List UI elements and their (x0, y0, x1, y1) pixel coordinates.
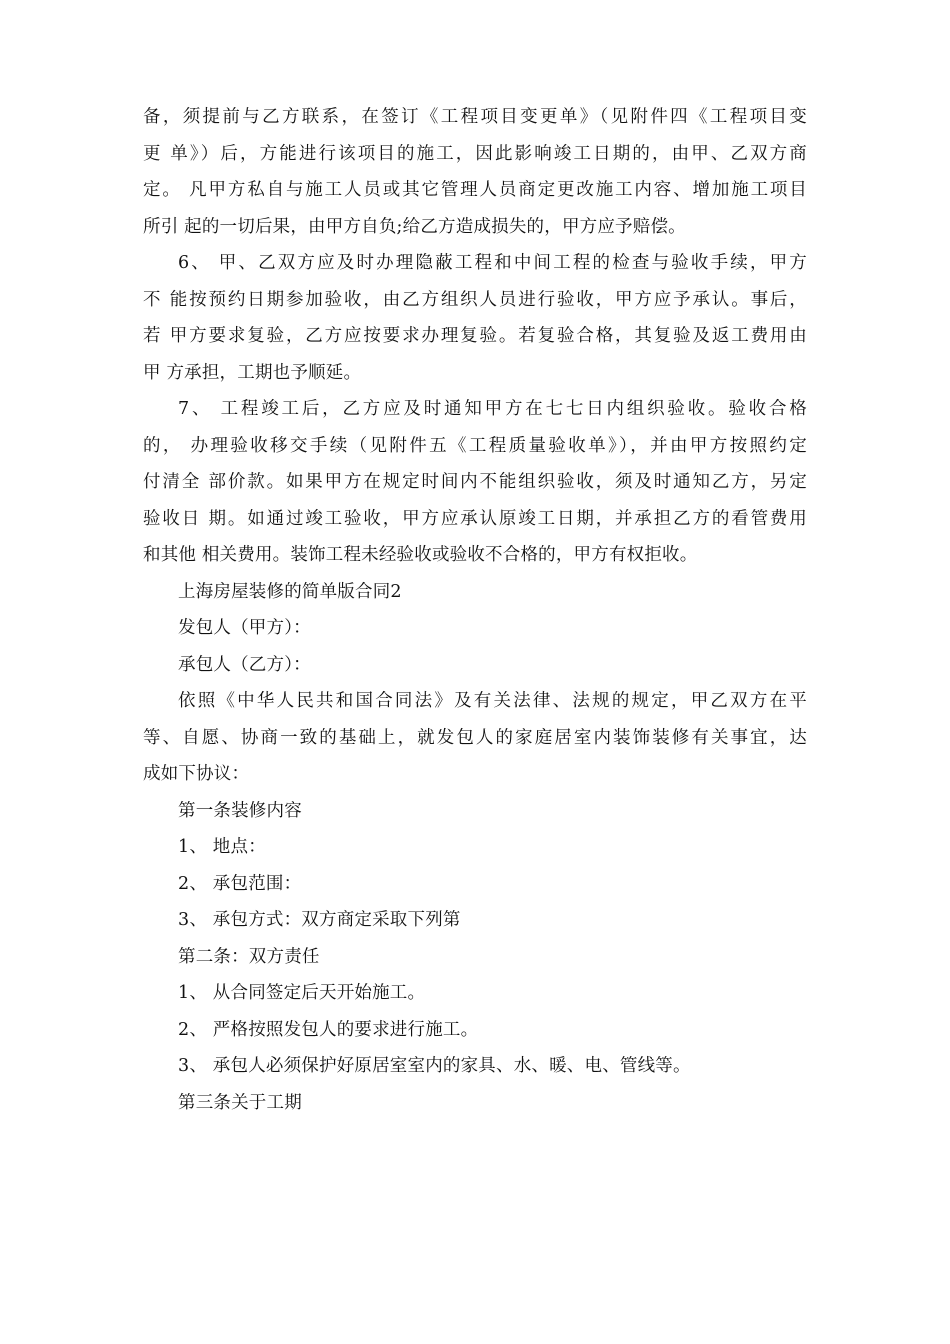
contract-title: 上海房屋装修的简单版合同2 (178, 581, 402, 602)
text-line: 甲 方承担，工期也予顺延。 (143, 362, 362, 383)
text-line: 若 甲方要求复验，乙方应按要求办理复验。若复验合格，其复验及返工费用由 (143, 326, 807, 346)
paragraph-preamble (143, 683, 807, 793)
text-line: 和其他 相关费用。装饰工程未经验收或验收不合格的，甲方有权拒收。 (143, 545, 698, 565)
text-line: 7、 工程竣工后，乙方应及时通知甲方在七七日内组织验收。验收合格 (178, 399, 807, 419)
article-1-item: 1、 地点： (178, 837, 266, 857)
document-body (143, 99, 807, 1121)
paragraph-change-order (143, 99, 807, 245)
text-line: 备，须提前与乙方联系，在签订《工程项目变更单》（见附件四《工程项目变 (143, 107, 807, 127)
text-line: 定。 凡甲方私自与施工人员或其它管理人员商定更改施工内容、增加施工项目 (143, 180, 807, 200)
article-1-item: 2、 承包范围： (178, 873, 302, 894)
article-2-title: 第二条：双方责任 (178, 946, 320, 967)
text-line: 的， 办理验收移交手续（见附件五《工程质量验收单》），并由甲方按照约定 (143, 435, 807, 456)
text-line: 不 能按预约日期参加验收，由乙方组织人员进行验收，甲方应予承认。事后， (143, 289, 807, 310)
text-line: 6、 甲、乙双方应及时办理隐蔽工程和中间工程的检查与验收手续，甲方 (178, 253, 807, 273)
text-line: 付清全 部价款。如果甲方在规定时间内不能组织验收，须及时通知乙方，另定 (143, 472, 807, 492)
article-3-title: 第三条关于工期 (178, 1092, 302, 1113)
paragraph-item-7 (143, 391, 807, 574)
text-line: 更 单》）后，方能进行该项目的施工，因此影响竣工日期的，由甲、乙双方商 (143, 143, 807, 164)
article-2-item: 1、 从合同签定后天开始施工。 (178, 983, 426, 1003)
text-line: 成如下协议： (143, 764, 250, 784)
article-2-item: 2、 严格按照发包人的要求进行施工。 (178, 1019, 479, 1040)
text-line: 验收日 期。如通过竣工验收，甲方应承认原竣工日期，并承担乙方的看管费用 (143, 508, 807, 529)
party-a-line: 发包人（甲方）： (178, 618, 311, 638)
article-2-item: 3、 承包人必须保护好原居室室内的家具、水、暖、电、管线等。 (178, 1056, 691, 1076)
text-line: 依照《中华人民共和国合同法》及有关法律、法规的规定，甲乙双方在平 (178, 691, 807, 711)
article-1-item: 3、 承包方式：双方商定采取下列第 (178, 910, 461, 930)
article-1-title: 第一条装修内容 (178, 800, 302, 821)
text-line: 等、自愿、协商一致的基础上，就发包人的家庭居室内装饰装修有关事宜，达 (143, 727, 807, 748)
party-b-line: 承包人（乙方）： (178, 654, 311, 675)
text-line: 所引 起的一切后果，由甲方自负;给乙方造成损失的，甲方应予赔偿。 (143, 216, 686, 237)
paragraph-item-6 (143, 245, 807, 391)
